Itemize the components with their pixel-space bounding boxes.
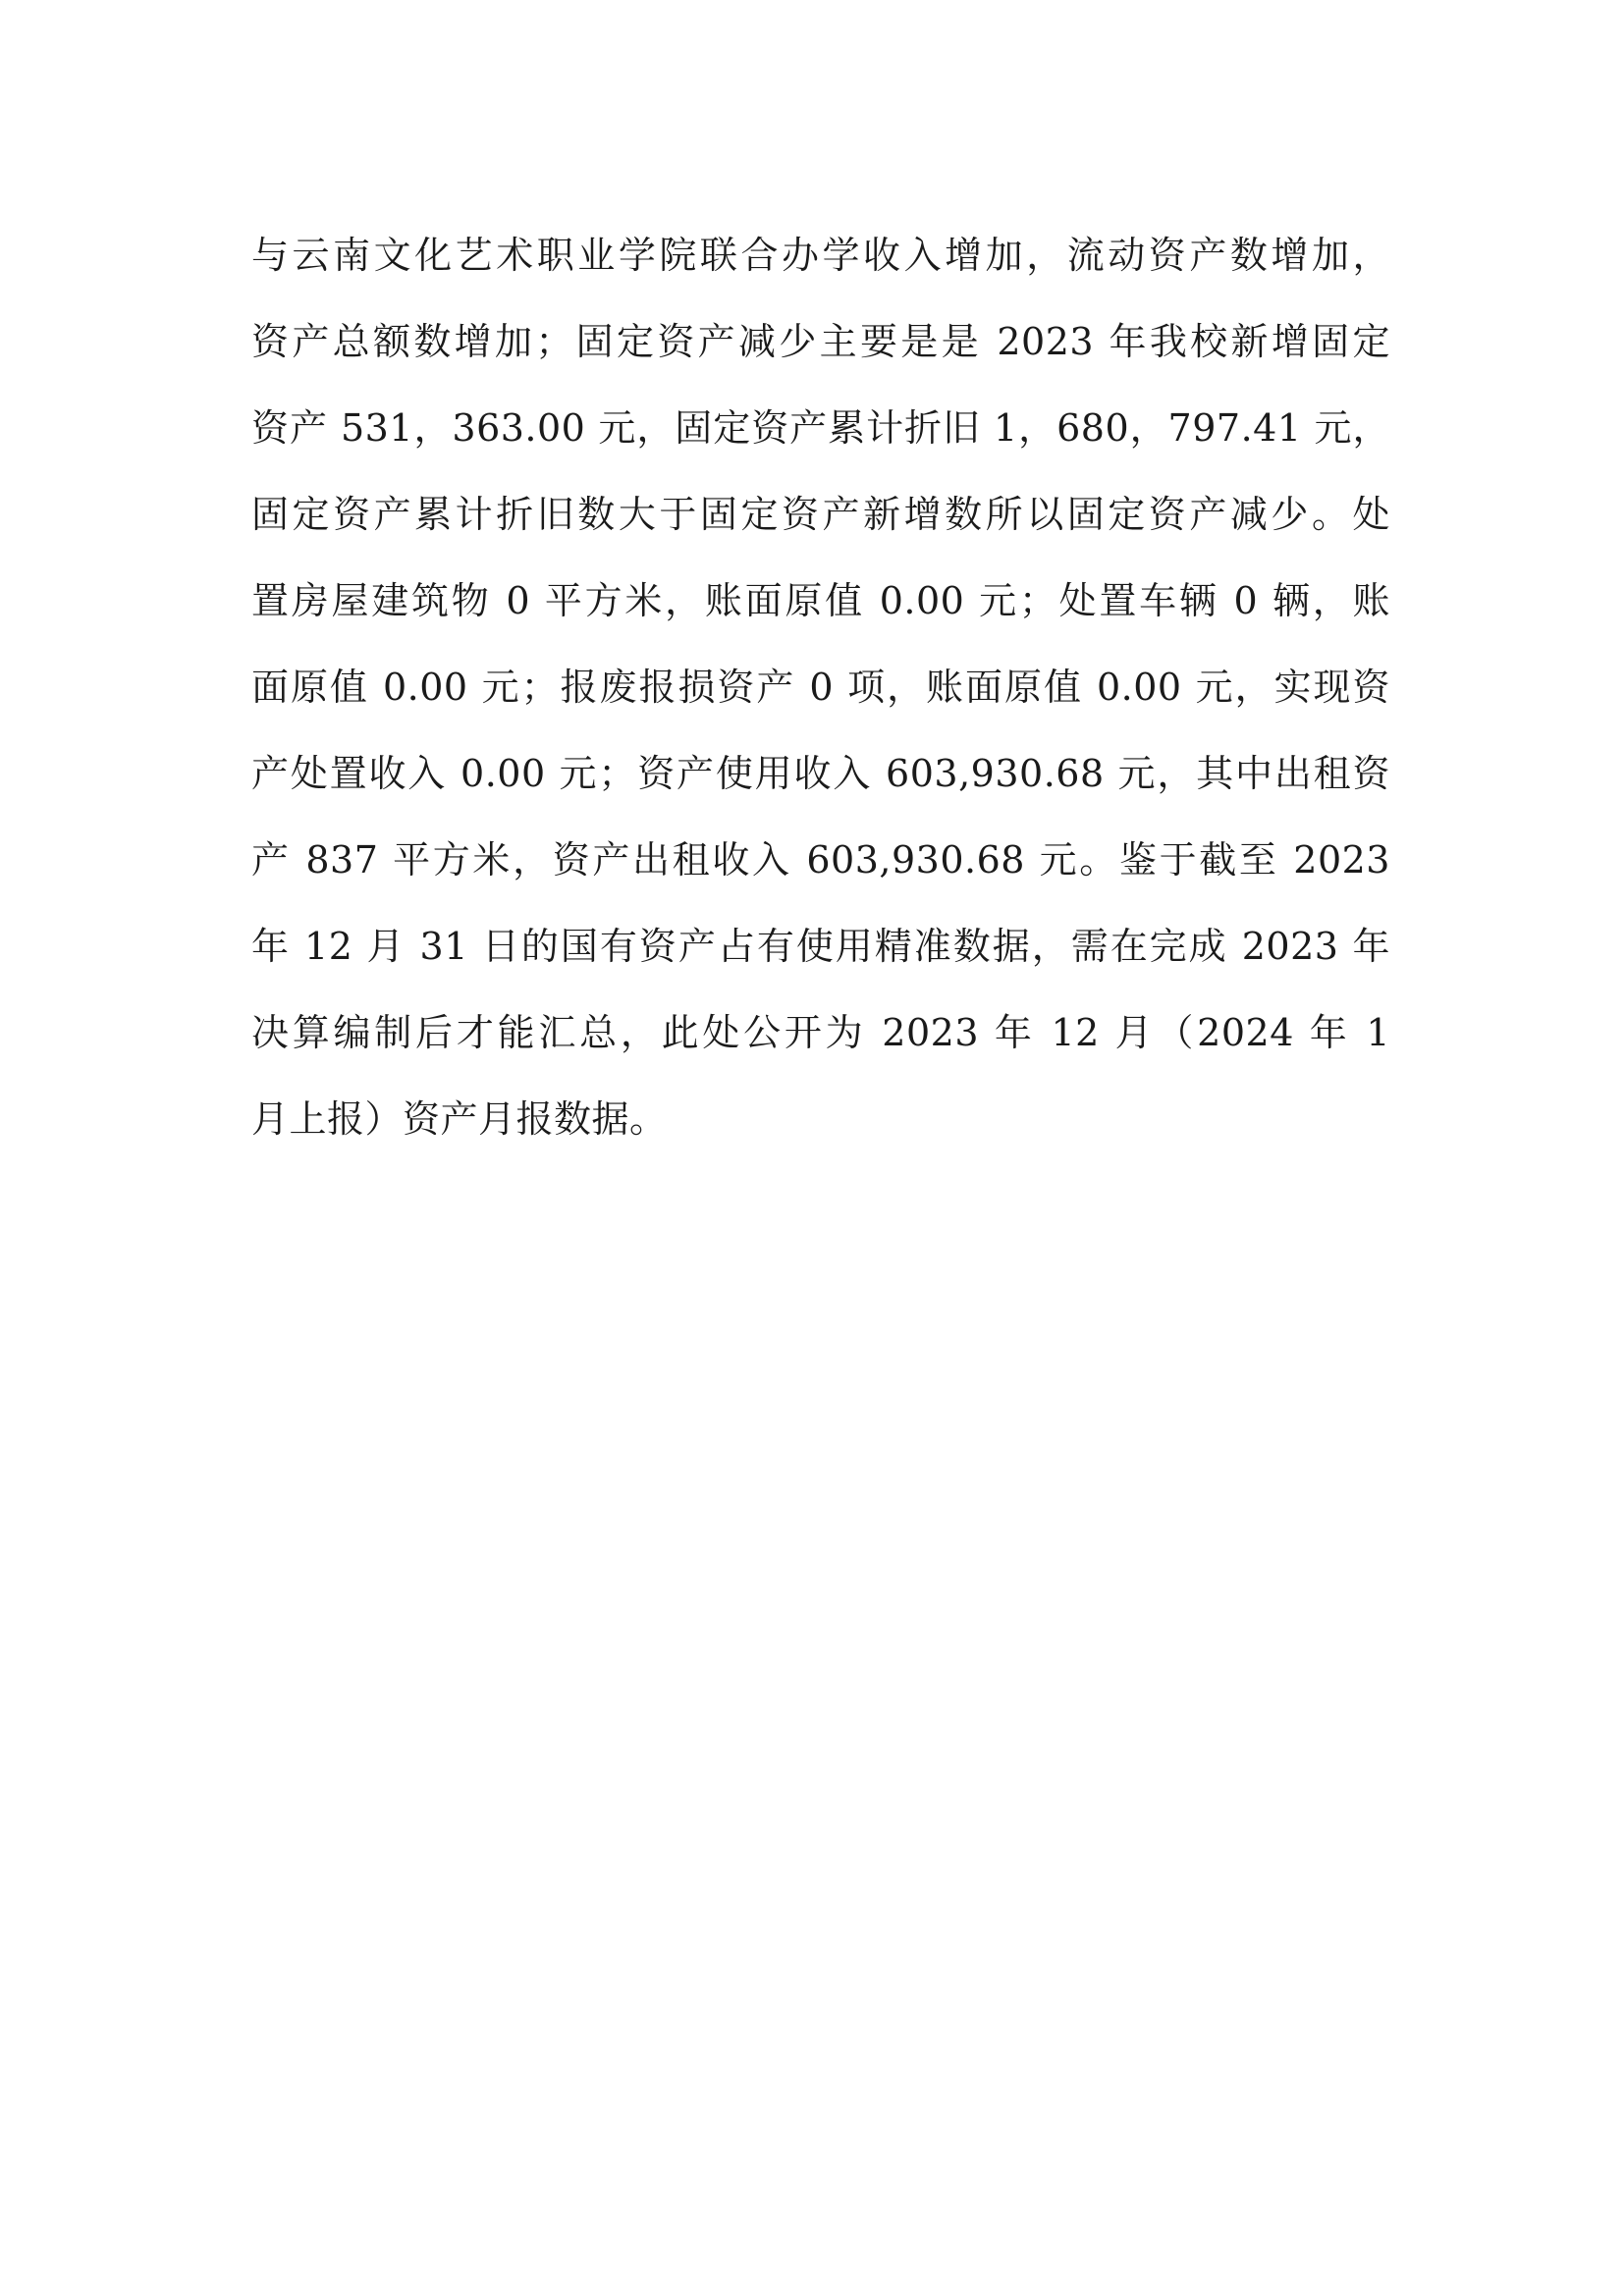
paragraph-line: 产处置收入 0.00 元；资产使用收入 603,930.68 元，其中出租资: [251, 752, 1390, 795]
paragraph-line: 面原值 0.00 元；报废报损资产 0 项，账面原值 0.00 元，实现资: [251, 666, 1390, 709]
paragraph-line: 资产总额数增加；固定资产减少主要是是 2023 年我校新增固定: [251, 320, 1390, 363]
paragraph-line: 置房屋建筑物 0 平方米，账面原值 0.00 元；处置车辆 0 辆，账: [251, 579, 1390, 622]
paragraph-line: 决算编制后才能汇总，此处公开为 2023 年 12 月（2024 年 1: [251, 1011, 1390, 1054]
paragraph-line: 资产 531，363.00 元，固定资产累计折旧 1，680，797.41 元，: [251, 406, 1390, 450]
paragraph-line: 年 12 月 31 日的国有资产占有使用精准数据，需在完成 2023 年: [251, 925, 1390, 968]
body-paragraph: [251, 212, 1390, 1162]
paragraph-line: 月上报）资产月报数据。: [251, 1097, 668, 1141]
paragraph-line: 产 837 平方米，资产出租收入 603,930.68 元。鉴于截至 2023: [251, 838, 1390, 881]
paragraph-line: 与云南文化艺术职业学院联合办学收入增加，流动资产数增加，: [251, 234, 1390, 277]
paragraph-line: 固定资产累计折旧数大于固定资产新增数所以固定资产减少。处: [251, 493, 1390, 536]
